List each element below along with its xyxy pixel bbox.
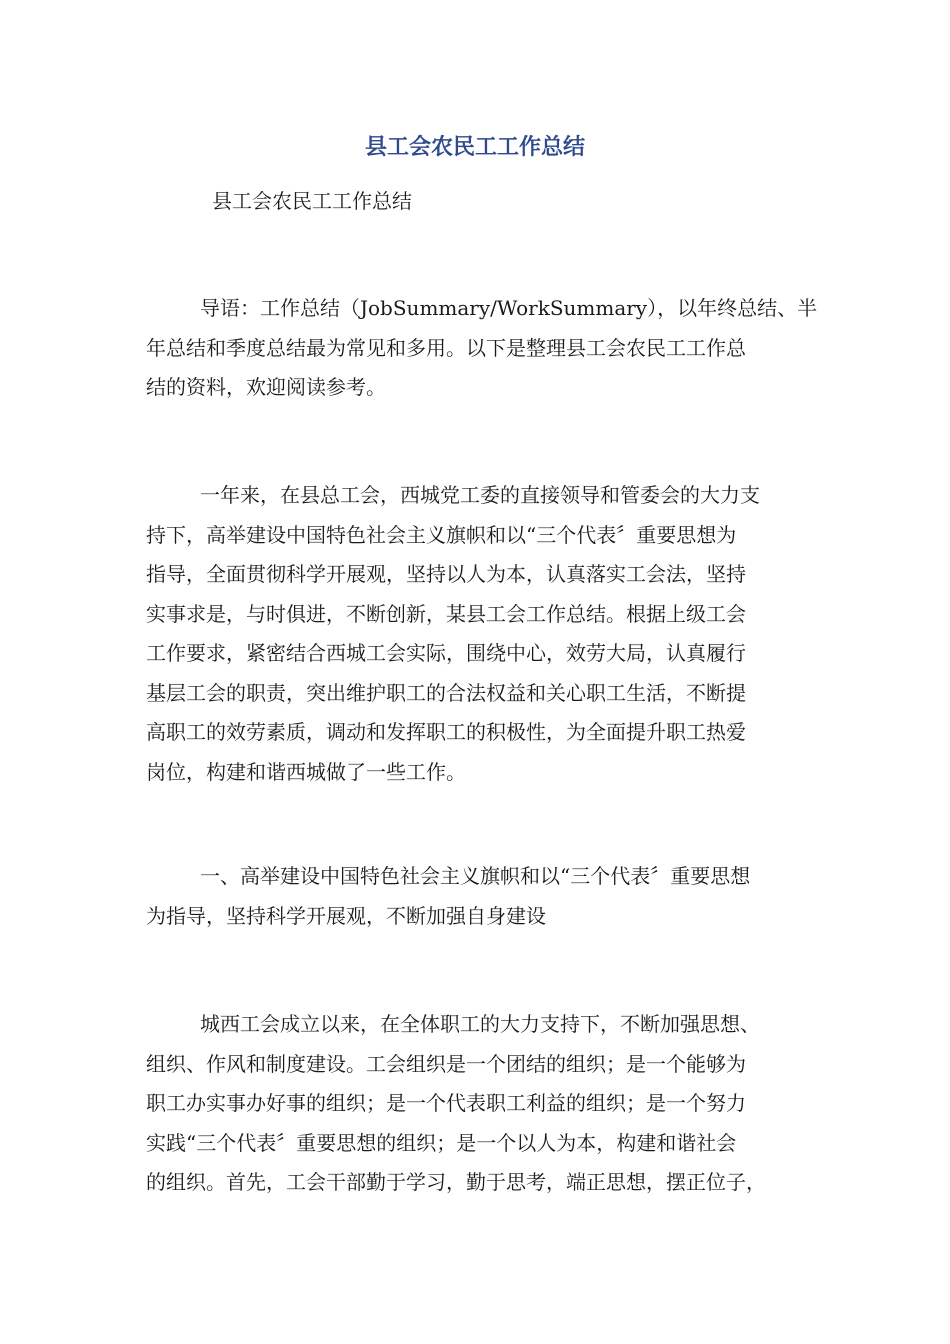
section-heading-1 <box>146 857 806 936</box>
paragraph-line: 结的资料，欢迎阅读参考。 <box>146 375 386 399</box>
paragraph-line: 指导，全面贯彻科学开展观，坚持以人为本，认真落实工会法，坚持 <box>146 562 746 586</box>
paragraph-line: 组织、作风和制度建设。工会组织是一个团结的组织；是一个能够为 <box>146 1051 746 1076</box>
paragraph-line: 为指导，坚持科学开展观，不断加强自身建设 <box>146 903 546 928</box>
paragraph-line: 一年来，在县总工会，西城党工委的直接领导和管委会的大力支 <box>200 483 760 507</box>
paragraph-line: 持下，高举建设中国特色社会主义旗帜和以“三个代表〞重要思想为 <box>146 522 737 547</box>
document-subtitle: 县工会农民工工作总结 <box>212 189 412 213</box>
paragraph-overview <box>146 476 806 792</box>
paragraph-line: 的组织。首先，工会干部勤于学习，勤于思考，端正思想，摆正位子， <box>146 1170 766 1194</box>
paragraph-intro <box>146 289 818 408</box>
paragraph-line: 职工办实事办好事的组织；是一个代表职工利益的组织；是一个努力 <box>146 1091 746 1115</box>
paragraph-line: 年总结和季度总结最为常见和多用。以下是整理县工会农民工工作总 <box>146 335 746 360</box>
paragraph-line: 岗位，构建和谐西城做了一些工作。 <box>146 759 466 784</box>
paragraph-line: 导语：工作总结（JobSummary/WorkSummary），以年终总结、半 <box>200 296 818 320</box>
paragraph-line: 高职工的效劳素质，调动和发挥职工的积极性，为全面提升职工热爱 <box>146 720 746 744</box>
paragraph-line: 实践“三个代表〞重要思想的组织；是一个以人为本，构建和谐社会 <box>146 1130 737 1155</box>
paragraph-line: 城西工会成立以来，在全体职工的大力支持下，不断加强思想、 <box>200 1012 760 1036</box>
paragraph-line: 一、高举建设中国特色社会主义旗帜和以“三个代表〞重要思想 <box>200 864 751 888</box>
paragraph-line: 工作要求，紧密结合西城工会实际，围绕中心，效劳大局，认真履行 <box>146 641 746 665</box>
paragraph-line: 实事求是，与时俱进，不断创新，某县工会工作总结。根据上级工会 <box>146 601 746 626</box>
paragraph-line: 基层工会的职责，突出维护职工的合法权益和关心职工生活，不断提 <box>146 680 746 705</box>
document-title: 县工会农民工工作总结 <box>364 135 585 160</box>
paragraph-section-1-body <box>146 1005 806 1203</box>
